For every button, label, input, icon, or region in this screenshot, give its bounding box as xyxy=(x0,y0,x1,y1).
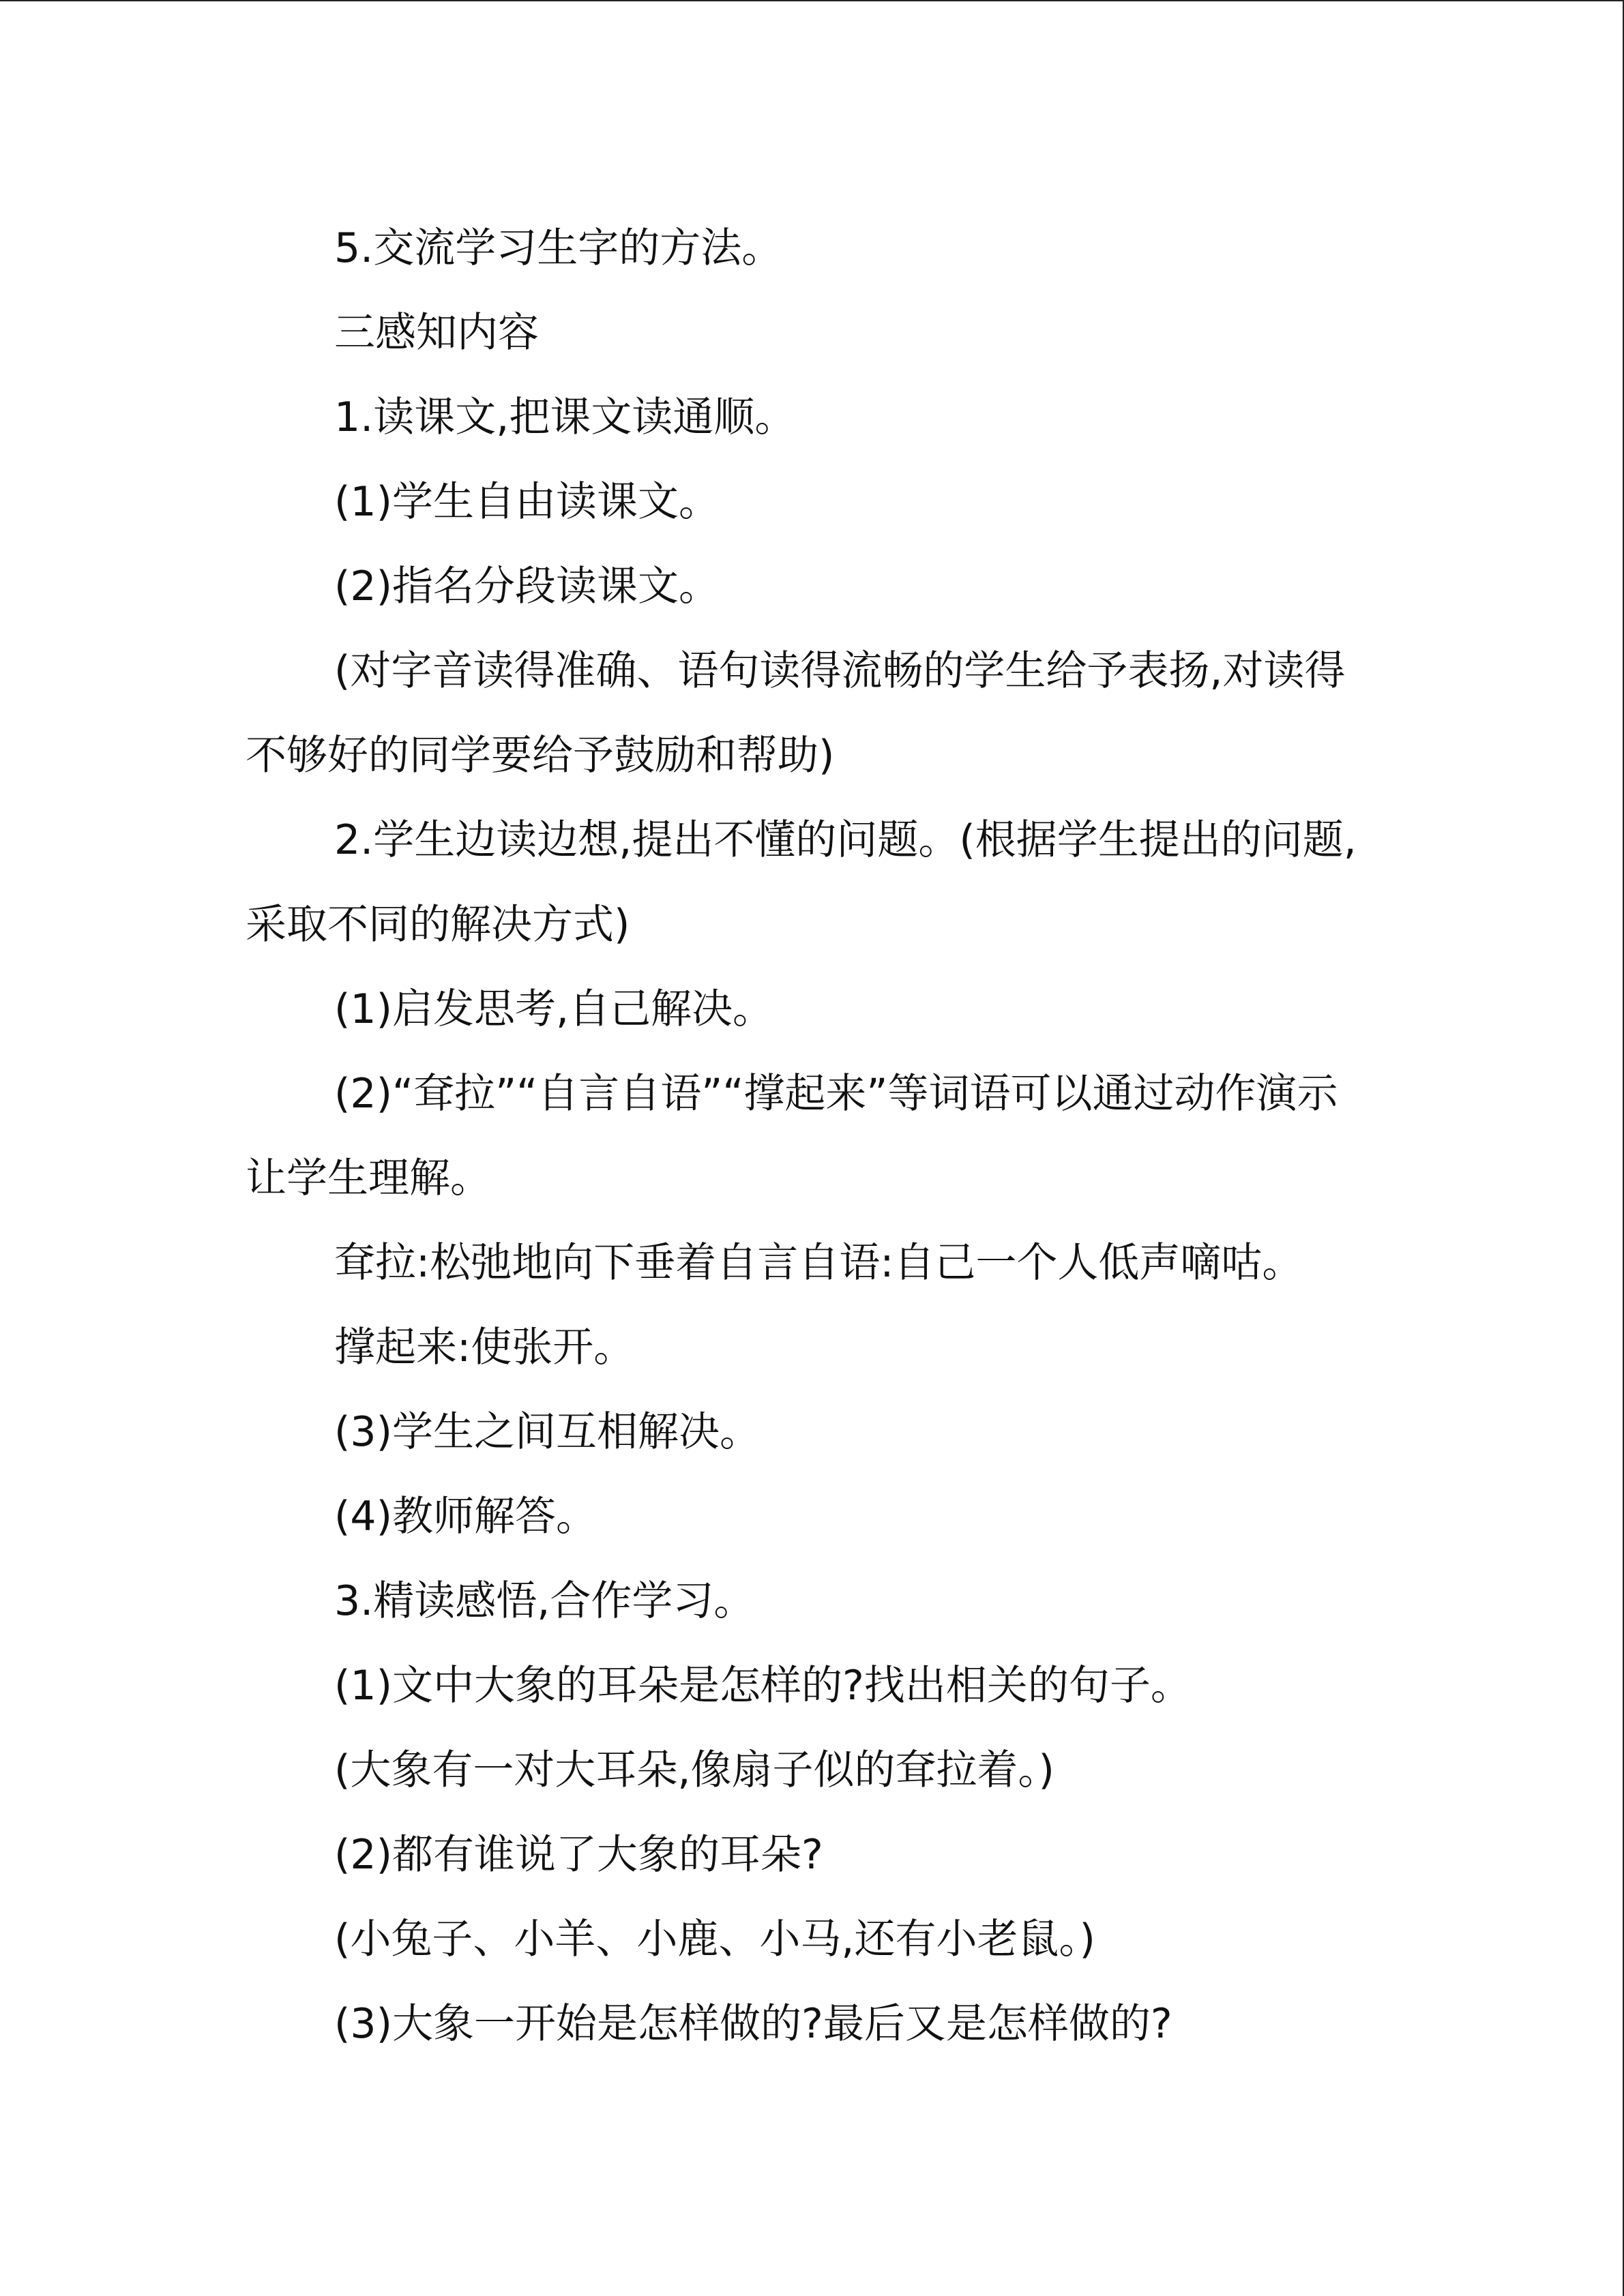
paragraph: 1.读课文,把课文读通顺。 xyxy=(334,393,796,441)
paragraph: 2.学生边读边想,提出不懂的问题。(根据学生提出的问题,采取不同的解决方式) xyxy=(246,816,1357,949)
paragraph: 撑起来:使张开。 xyxy=(334,1324,635,1371)
section-heading: 三感知内容 xyxy=(334,309,539,357)
paragraph: (3)大象一开始是怎样做的?最后又是怎样做的? xyxy=(334,2000,1172,2048)
paragraph: 3.精读感悟,合作学习。 xyxy=(334,1577,755,1625)
paragraph: (对字音读得准确、语句读得流畅的学生给予表扬,对读得不够好的同学要给予鼓励和帮助) xyxy=(246,647,1346,779)
paragraph: (1)启发思考,自己解决。 xyxy=(334,985,774,1033)
paragraph: (3)学生之间互相解决。 xyxy=(334,1408,761,1456)
paragraph: (1)文中大象的耳朵是怎样的?找出相关的句子。 xyxy=(334,1662,1192,1710)
paragraph: (小兔子、小羊、小鹿、小马,还有小老鼠。) xyxy=(334,1915,1095,1963)
paragraph: (1)学生自由读课文。 xyxy=(334,478,720,526)
paragraph: (2)都有谁说了大象的耳朵? xyxy=(334,1831,823,1879)
paragraph: 耷拉:松弛地向下垂着自言自语:自己一个人低声嘀咕。 xyxy=(334,1239,1303,1287)
paragraph: (大象有一对大耳朵,像扇子似的耷拉着。) xyxy=(334,1746,1054,1794)
document-body xyxy=(246,206,1378,2066)
paragraph: (2)“耷拉”“自言自语”“撑起来”等词语可以通过动作演示让学生理解。 xyxy=(246,1070,1338,1202)
paragraph: (4)教师解答。 xyxy=(334,1493,597,1540)
paragraph: (2)指名分段读课文。 xyxy=(334,563,720,610)
paragraph: 5.交流学习生字的方法。 xyxy=(334,224,783,272)
